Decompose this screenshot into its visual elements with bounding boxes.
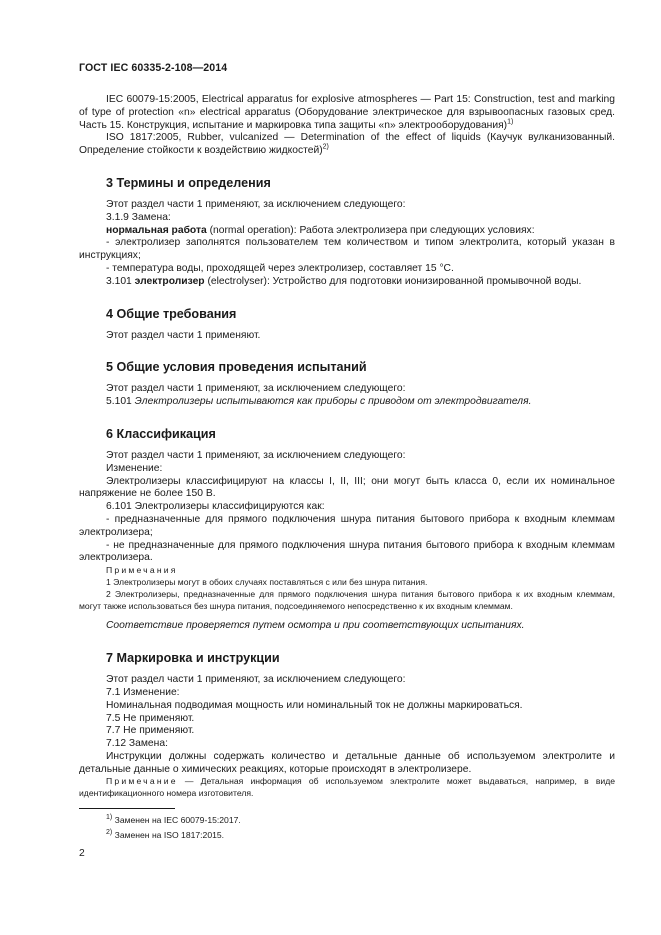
page-number: 2 <box>79 848 85 859</box>
clause-7-5: 7.5 Не применяют. <box>106 712 195 724</box>
footnote-text: Заменен на ISO 1817:2015. <box>112 830 225 840</box>
note-text: — Детальная информация об используемом электролите может выдаваться, например, в виде идентификационного номера изготовителя. <box>79 776 615 799</box>
term-label: нормальная работа <box>106 224 207 236</box>
document-header: ГОСТ IEC 60335-2-108—2014 <box>79 62 228 74</box>
footnotes <box>79 813 615 843</box>
section-5-heading: 5 Общие условия проведения испытаний <box>106 360 367 375</box>
clause-text: Электролизеры испытываются как приборы с приводом от электродвигателя. <box>134 396 532 408</box>
term-electrolyser <box>79 276 615 289</box>
clause-6-101: 6.101 Электролизеры классифицируются как: <box>106 501 325 513</box>
footnote-marker: 1) <box>106 814 113 822</box>
section-4-heading: 4 Общие требования <box>106 306 237 321</box>
clause-number: 5.101 <box>106 396 135 408</box>
reference-iec-60079 <box>79 94 615 132</box>
note-2: 2 Электролизеры, предназначенные для прямого подключения шнура питания бытового прибора к их входным клеммам, могут также использоваться без шнура питания, подсоединяемого непосредственно к их входным клеммам. <box>79 588 615 611</box>
footnote-marker: 2) <box>106 829 113 837</box>
list-item: - температура воды, проходящей через электролизер, составляет 15 °С. <box>106 262 454 274</box>
section-7-heading: 7 Маркировка и инструкции <box>106 651 280 666</box>
list-item: - не предназначенные для прямого подключения шнура питания бытового прибора к входным клеммам электролизера. <box>79 539 615 564</box>
page-body <box>79 94 615 800</box>
clause-7-1-text: Номинальная подводимая мощность или номинальный ток не должны маркироваться. <box>106 699 523 711</box>
footnote-text: Заменен на IEC 60079-15:2017. <box>112 815 241 825</box>
clause-number: 3.101 <box>106 275 135 287</box>
note-7-12 <box>79 776 615 800</box>
footnote-2 <box>79 828 615 843</box>
footnote-divider <box>79 808 175 809</box>
section-6-intro: Этот раздел части 1 применяют, за исключением следующего: <box>106 449 406 461</box>
section-6-heading: 6 Классификация <box>106 426 216 441</box>
notes-label: Примечания <box>106 565 178 576</box>
list-item: - предназначенные для прямого подключения шнура питания бытового прибора к входным клеммам электролизера; <box>79 513 615 538</box>
clause-7-12: 7.12 Замена: <box>106 738 168 750</box>
clause-3-1-9: 3.1.9 Замена: <box>106 211 171 223</box>
list-item: - электролизер заполнятся пользователем тем количеством и типом электролита, который указан в инструкциях; <box>79 237 615 262</box>
footnote-marker: 1) <box>507 118 514 126</box>
term-label: электролизер <box>134 275 205 287</box>
note-1: 1 Электролизеры могут в обоих случаях поставляться с или без шнура питания. <box>106 576 428 587</box>
section-3-heading: 3 Термины и определения <box>106 175 271 190</box>
term-definition: (electrolyser): Устройство для подготовки ионизированной промывочной воды. <box>204 275 582 287</box>
reference-iso-1817 <box>79 132 615 158</box>
section-3-intro: Этот раздел части 1 применяют, за исключением следующего: <box>106 198 406 210</box>
footnote-1 <box>79 813 615 828</box>
clause-7-7: 7.7 Не применяют. <box>106 725 195 737</box>
change-label: Изменение: <box>106 462 163 474</box>
clause-7-12-text: Инструкции должны содержать количество и детальные данные об используемом электролите и детальные данные о химических реакциях, которые происходят в электролизере. <box>79 750 615 775</box>
clause-7-1: 7.1 Изменение: <box>106 686 180 698</box>
section-7-intro: Этот раздел части 1 применяют, за исключением следующего: <box>106 674 406 686</box>
classification-text: Электролизеры классифицируют на классы I, II, III; они могут быть класса 0, если их номинальное напряжение не более 150 В. <box>79 475 615 500</box>
term-definition: (normal operation): Работа электролизера при следующих условиях: <box>206 224 535 236</box>
section-4-text: Этот раздел части 1 применяют. <box>106 329 261 341</box>
note-label: Примечание <box>106 776 178 787</box>
section-5-intro: Этот раздел части 1 применяют, за исключением следующего: <box>106 383 406 395</box>
reference-text: IEC 60079-15:2005, Electrical apparatus for explosive atmospheres — Part 15: Construction, test and marking of type of protection «n» electrical apparatus (Оборудование электрическое для взрывоопасных газовых сред. Часть 15. Конструкция, испытание и маркировка типа защиты «n» электрооборудования) <box>79 94 615 131</box>
compliance-statement: Соответствие проверяется путем осмотра и при соответствующих испытаниях. <box>106 620 525 632</box>
reference-text: ISO 1817:2005, Rubber, vulcanized — Determination of the effect of liquids (Каучук вулканизованный. Определение стойкости к воздействию жидкостей) <box>79 132 615 157</box>
footnote-marker: 2) <box>322 143 329 151</box>
term-normal-operation <box>79 225 615 238</box>
clause-5-101 <box>79 396 615 409</box>
